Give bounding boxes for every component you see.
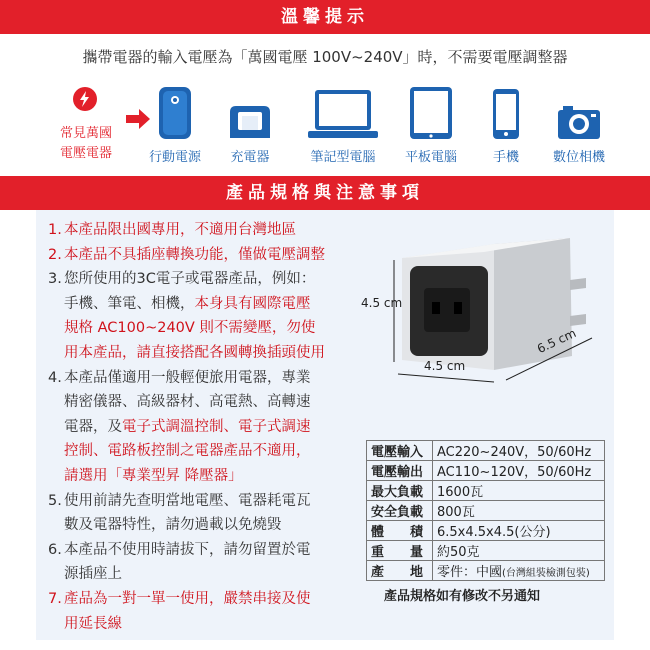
spec-value: 約50克	[433, 541, 605, 561]
intro-text: 攜帶電器的輸入電壓為「萬國電壓 100V~240V」時，不需要電壓調整器	[82, 48, 568, 66]
item-text: 電子式調溫控制、電子式調速	[122, 418, 311, 435]
item-text: 本產品不使用時請拔下，請勿留置於電	[64, 541, 311, 558]
spec-value	[433, 561, 605, 581]
notes-list	[48, 218, 388, 636]
device-label-phone: 手機	[492, 150, 519, 165]
table-row	[367, 441, 605, 461]
notice-banner: 溫馨提示	[0, 0, 650, 34]
charger-dock-icon	[224, 104, 276, 140]
item-number: 3.	[48, 271, 62, 288]
table-row	[367, 481, 605, 501]
list-item	[48, 489, 388, 514]
list-item-cont	[48, 292, 388, 317]
item-text: 用本產品，請直接搭配各國轉換插頭使用	[64, 344, 325, 361]
item-number: 7.	[48, 590, 62, 607]
item-text: 本身具有國際電壓	[194, 295, 311, 312]
spec-change-note: 產品規格如有修改不另通知	[384, 589, 541, 604]
spec-key: 最大負載	[367, 481, 433, 501]
table-row	[367, 501, 605, 521]
table-row	[367, 461, 605, 481]
power-bank-icon	[157, 86, 193, 140]
camera-icon	[557, 104, 601, 140]
device-camera	[544, 82, 614, 165]
spec-value: 1600瓦	[433, 481, 605, 501]
list-item-cont	[48, 390, 388, 415]
spec-key: 產 地	[367, 561, 433, 581]
device-label-laptop: 筆記型電腦	[310, 150, 376, 165]
table-row	[367, 561, 605, 581]
item-text: 規格 AC100~240V 則不需變壓，勿使	[64, 320, 316, 337]
item-text: 源插座上	[64, 566, 122, 583]
spec-key: 電壓輸出	[367, 461, 433, 481]
list-item	[48, 587, 388, 612]
warn-label	[44, 124, 128, 164]
depth-dimension: 6.5 cm	[534, 325, 579, 357]
width-dimension: 4.5 cm	[424, 359, 466, 373]
device-label-charger: 充電器	[230, 150, 270, 165]
converter-product-image	[374, 230, 614, 410]
spec-key: 安全負載	[367, 501, 433, 521]
list-item-cont	[48, 464, 388, 489]
list-item-cont	[48, 612, 388, 637]
phone-icon	[492, 88, 520, 140]
list-item	[48, 538, 388, 563]
table-row	[367, 521, 605, 541]
device-label-camera: 數位相機	[552, 150, 605, 165]
list-item	[48, 366, 388, 391]
list-item-cont	[48, 415, 388, 440]
tablet-icon	[409, 86, 453, 140]
item-text: 精密儀器、高級器材、高電熱、高轉速	[64, 394, 311, 411]
list-item	[48, 267, 388, 292]
item-text: 手機、筆電、相機，	[64, 295, 195, 312]
item-text: 電器，及	[64, 418, 122, 435]
device-laptop	[298, 82, 388, 165]
list-item-cont	[48, 562, 388, 587]
item-text: 請選用「專業型昇 降壓器」	[64, 467, 243, 484]
list-item-cont	[48, 316, 388, 341]
device-tablet	[398, 82, 464, 165]
item-text: 您所使用的3C電子或電器產品，例如：	[64, 271, 316, 288]
item-number: 5.	[48, 492, 62, 509]
spec-key: 體 積	[367, 521, 433, 541]
table-row	[367, 541, 605, 561]
spec-value: AC110~120V，50/60Hz	[433, 461, 605, 481]
spec-table	[366, 440, 605, 581]
item-text: 產品為一對一單一使用，嚴禁串接及使	[64, 590, 311, 607]
item-number: 6.	[48, 541, 62, 558]
item-text: 使用前請先查明當地電壓、電器耗電瓦	[64, 492, 311, 509]
device-icons-row	[0, 82, 650, 170]
spec-value: AC220~240V，50/60Hz	[433, 441, 605, 461]
item-number: 4.	[48, 369, 62, 386]
item-text: 本產品僅適用一般輕便旅用電器，專業	[64, 369, 311, 386]
list-item-cont	[48, 513, 388, 538]
item-text: 本產品不具插座轉換功能，僅做電壓調整	[64, 246, 325, 263]
list-item-cont	[48, 341, 388, 366]
spec-value-note: (台灣組裝檢測包裝)	[502, 568, 590, 579]
item-text: 本產品限出國專用，不適用台灣地區	[64, 222, 296, 238]
warn-label-line2: 電壓電器	[59, 146, 112, 161]
spec-value-main: 零件：中國	[437, 565, 503, 580]
device-phone	[486, 82, 526, 165]
spec-key: 電壓輸入	[367, 441, 433, 461]
item-text: 用延長線	[64, 615, 122, 632]
device-charger	[222, 82, 278, 165]
laptop-icon	[307, 88, 379, 140]
warn-label-line1: 常見萬國	[59, 126, 112, 141]
spec-key: 重 量	[367, 541, 433, 561]
height-dimension: 4.5 cm	[361, 296, 403, 310]
device-label-tablet: 平板電腦	[404, 150, 457, 165]
device-power-bank	[140, 82, 210, 165]
item-number: 1.	[48, 222, 62, 238]
device-label-power-bank: 行動電源	[148, 150, 201, 165]
spec-value: 800瓦	[433, 501, 605, 521]
item-text: 數及電器特性，請勿過載以免燒毀	[64, 517, 282, 534]
lightning-warning-icon	[72, 86, 98, 112]
spec-value: 6.5x4.5x4.5(公分)	[433, 521, 605, 541]
list-item	[48, 243, 388, 268]
specs-panel	[36, 210, 614, 640]
item-number: 2.	[48, 246, 62, 263]
item-text: 控制、電路板控制之電器產品不適用，	[64, 443, 311, 460]
list-item-cont	[48, 439, 388, 464]
list-item	[48, 218, 388, 243]
specs-banner: 產品規格與注意事項	[0, 176, 650, 210]
